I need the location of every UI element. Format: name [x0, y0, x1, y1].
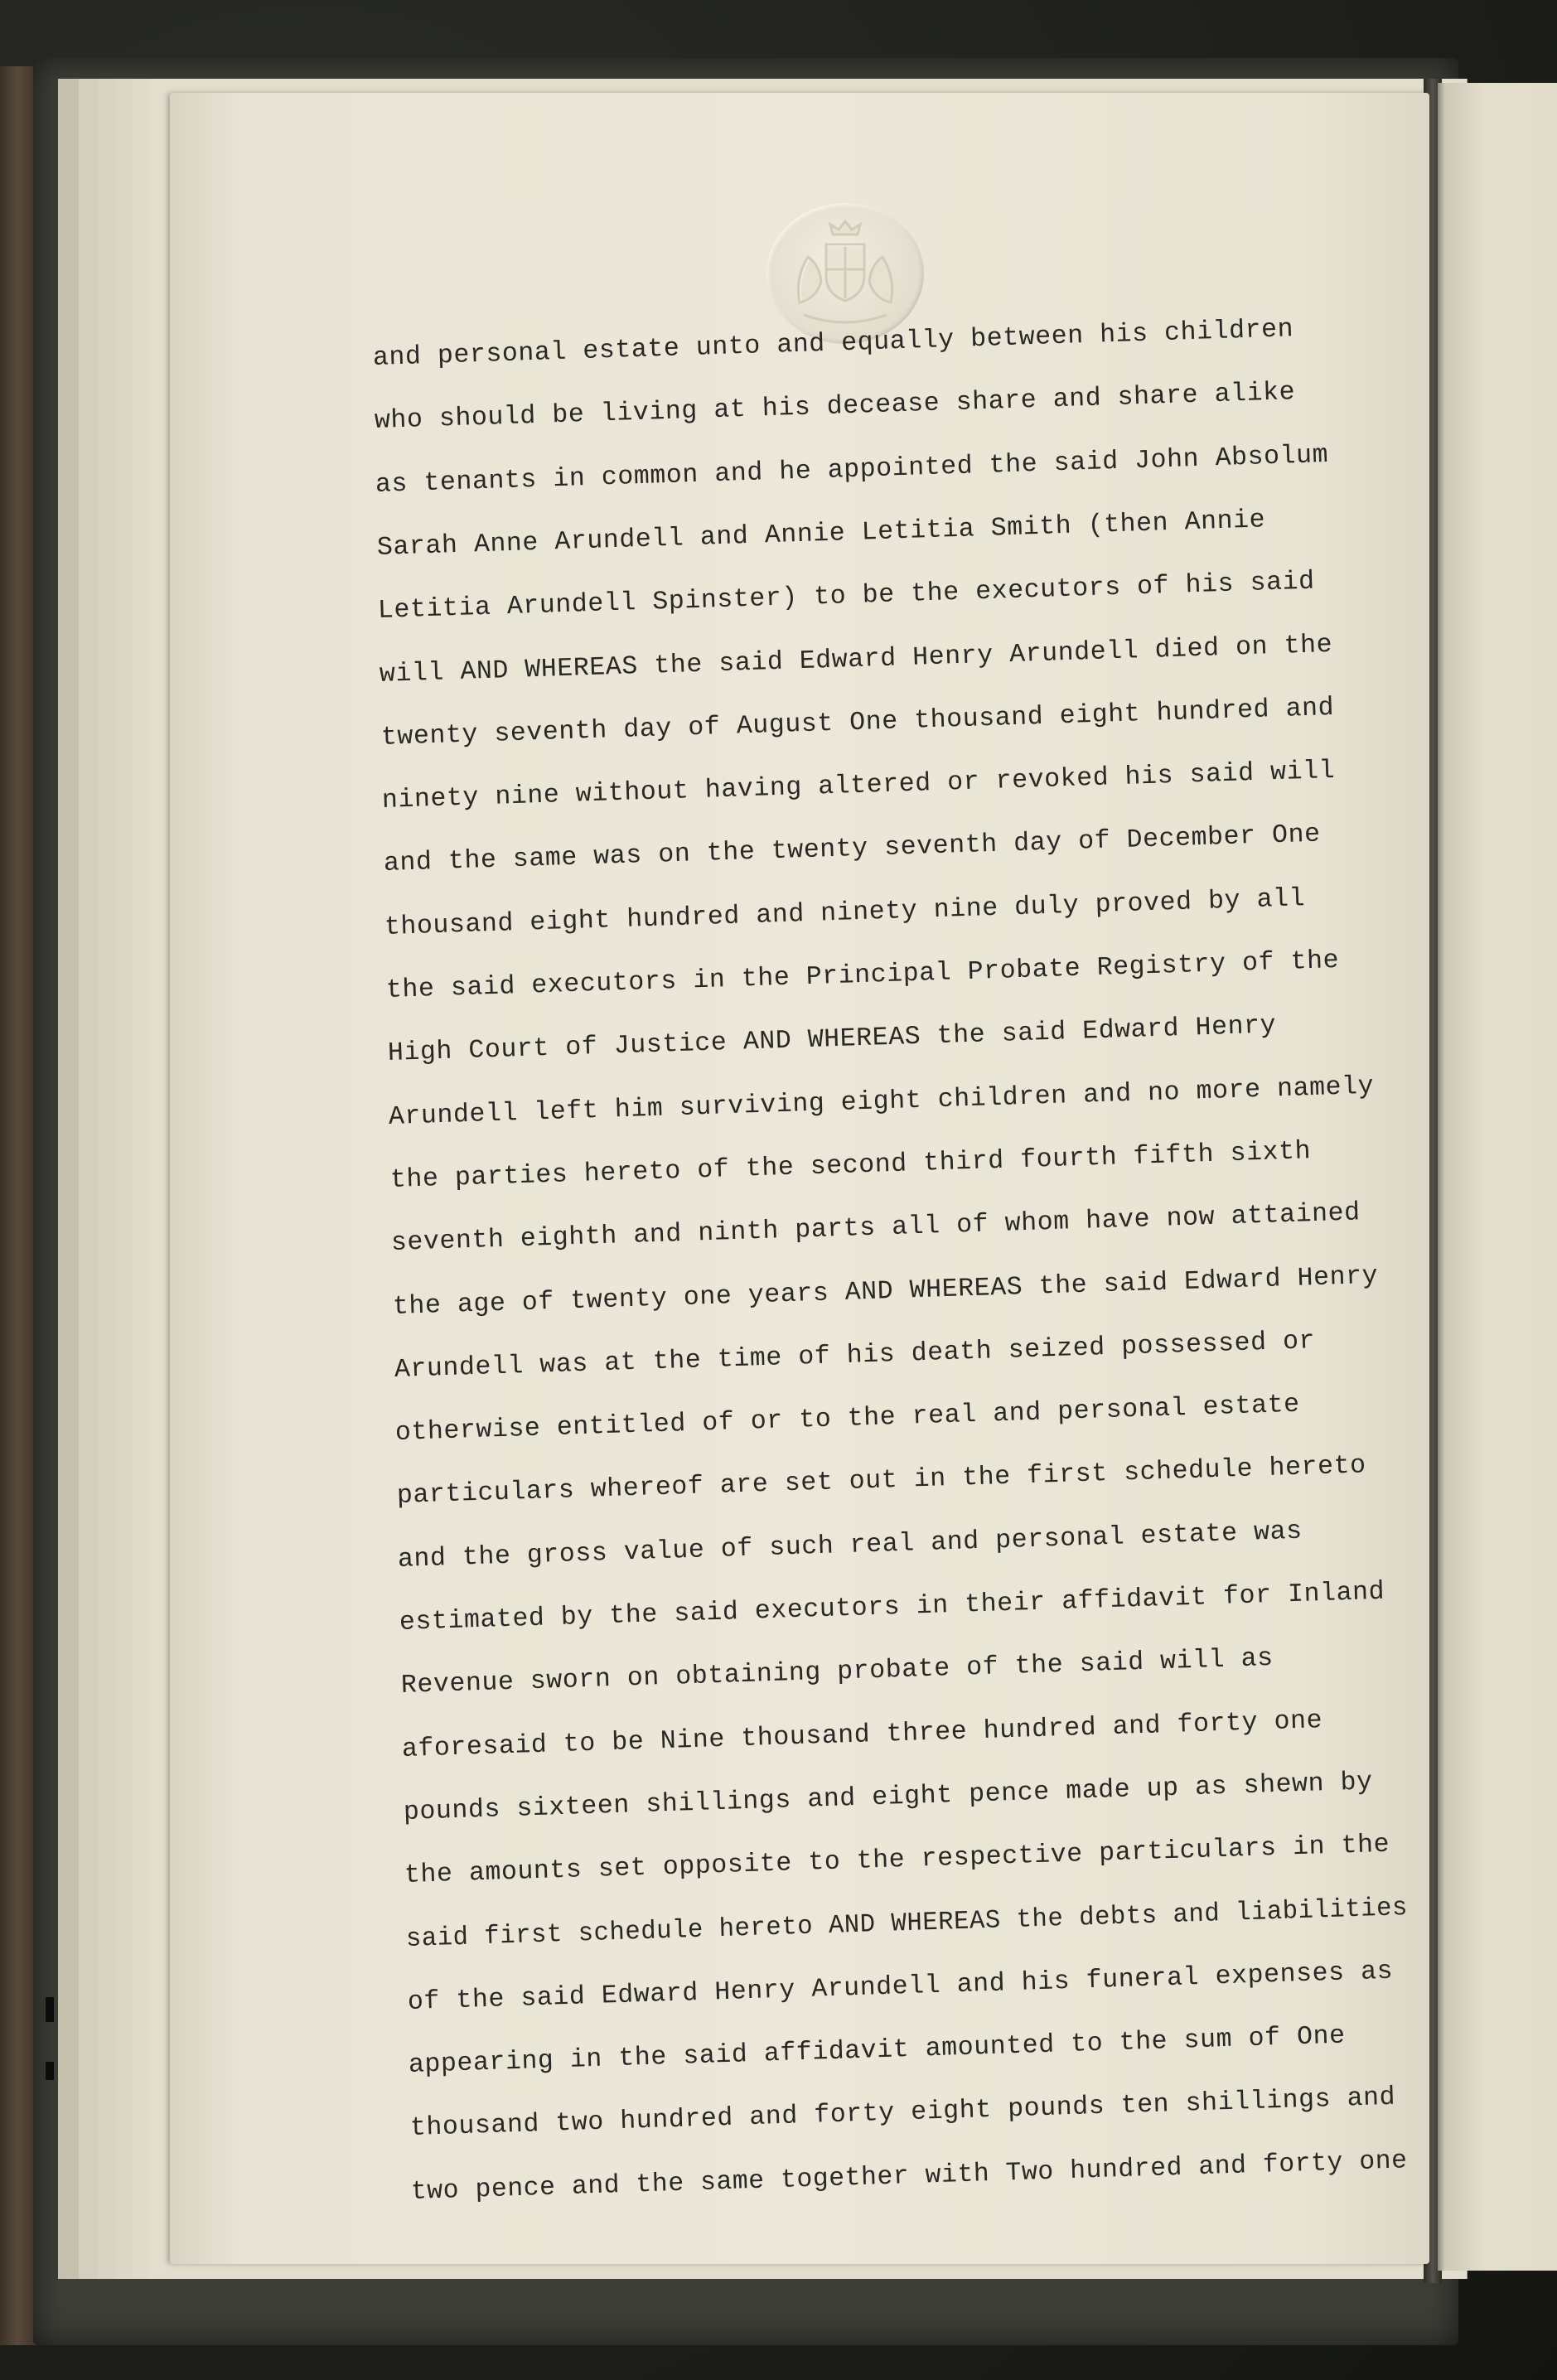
text-line: will AND WHEREAS the said Edward Henry Arundell died on the [379, 630, 1333, 689]
text-line: the said executors in the Principal Probate Registry of the [385, 946, 1340, 1005]
text-line: Letitia Arundell Spinster) to be the executors of his said [377, 567, 1316, 626]
text-line: aforesaid to be Nine thousand three hundred and forty one [401, 1705, 1323, 1764]
text-line: Arundell was at the time of his death seized possessed or [394, 1326, 1316, 1385]
facing-page [1438, 83, 1557, 2271]
edge-tab-mark [46, 1997, 54, 2022]
edge-tab-mark [46, 2062, 54, 2080]
text-line: twenty seventh day of August One thousand eight hundred and [380, 693, 1335, 752]
text-line: as tenants in common and he appointed the said John Absolum [375, 440, 1329, 500]
text-line: otherwise entitled of or to the real and personal estate [394, 1390, 1301, 1449]
text-line: appearing in the said affidavit amounted to the sum of One [408, 2021, 1347, 2081]
text-line: particulars whereof are set out in the first schedule hereto [396, 1451, 1366, 1512]
text-line: the amounts set opposite to the respective particulars in the [404, 1830, 1391, 1891]
text-line: the parties hereto of the second third fourth fifth sixth [389, 1136, 1312, 1195]
text-line: and the gross value of such real and personal estate was [397, 1517, 1303, 1575]
text-line: seventh eighth and ninth parts all of whom have now attained [390, 1198, 1361, 1259]
text-line: thousand eight hundred and ninety nine duly proved by all [384, 883, 1307, 942]
text-line: said first schedule hereto AND WHEREAS the debts and liabilities [405, 1893, 1409, 1954]
text-line: thousand two hundred and forty eight pounds ten shillings and [409, 2083, 1396, 2144]
embossed-royal-coat-of-arms-icon [766, 203, 924, 344]
text-line: the age of twenty one years AND WHEREAS the said Edward Henry [392, 1261, 1379, 1322]
text-line: Sarah Anne Arundell and Annie Letitia Smith (then Annie [376, 506, 1266, 563]
text-line: and the same was on the twenty seventh day of December One [383, 820, 1321, 879]
text-line: ninety nine without having altered or revoked his said will [381, 756, 1336, 816]
text-line: of the said Edward Henry Arundell and his funeral expenses as [407, 1957, 1394, 2017]
text-line: and personal estate unto and equally between his children [372, 315, 1294, 373]
text-line: Arundell left him surviving eight children and no more namely [388, 1071, 1375, 1132]
text-line: estimated by the said executors in their affidavit for Inland [399, 1577, 1385, 1637]
text-line: two pence and the same together with Two hundred and forty one [410, 2145, 1409, 2207]
text-line: who should be living at his decease share and share alike [374, 378, 1296, 437]
text-line: Revenue sworn on obtaining probate of the said will as [400, 1644, 1274, 1701]
text-line: High Court of Justice AND WHEREAS the said Edward Henry [387, 1011, 1277, 1069]
text-line: pounds sixteen shillings and eight pence made up as shewn by [403, 1768, 1373, 1827]
